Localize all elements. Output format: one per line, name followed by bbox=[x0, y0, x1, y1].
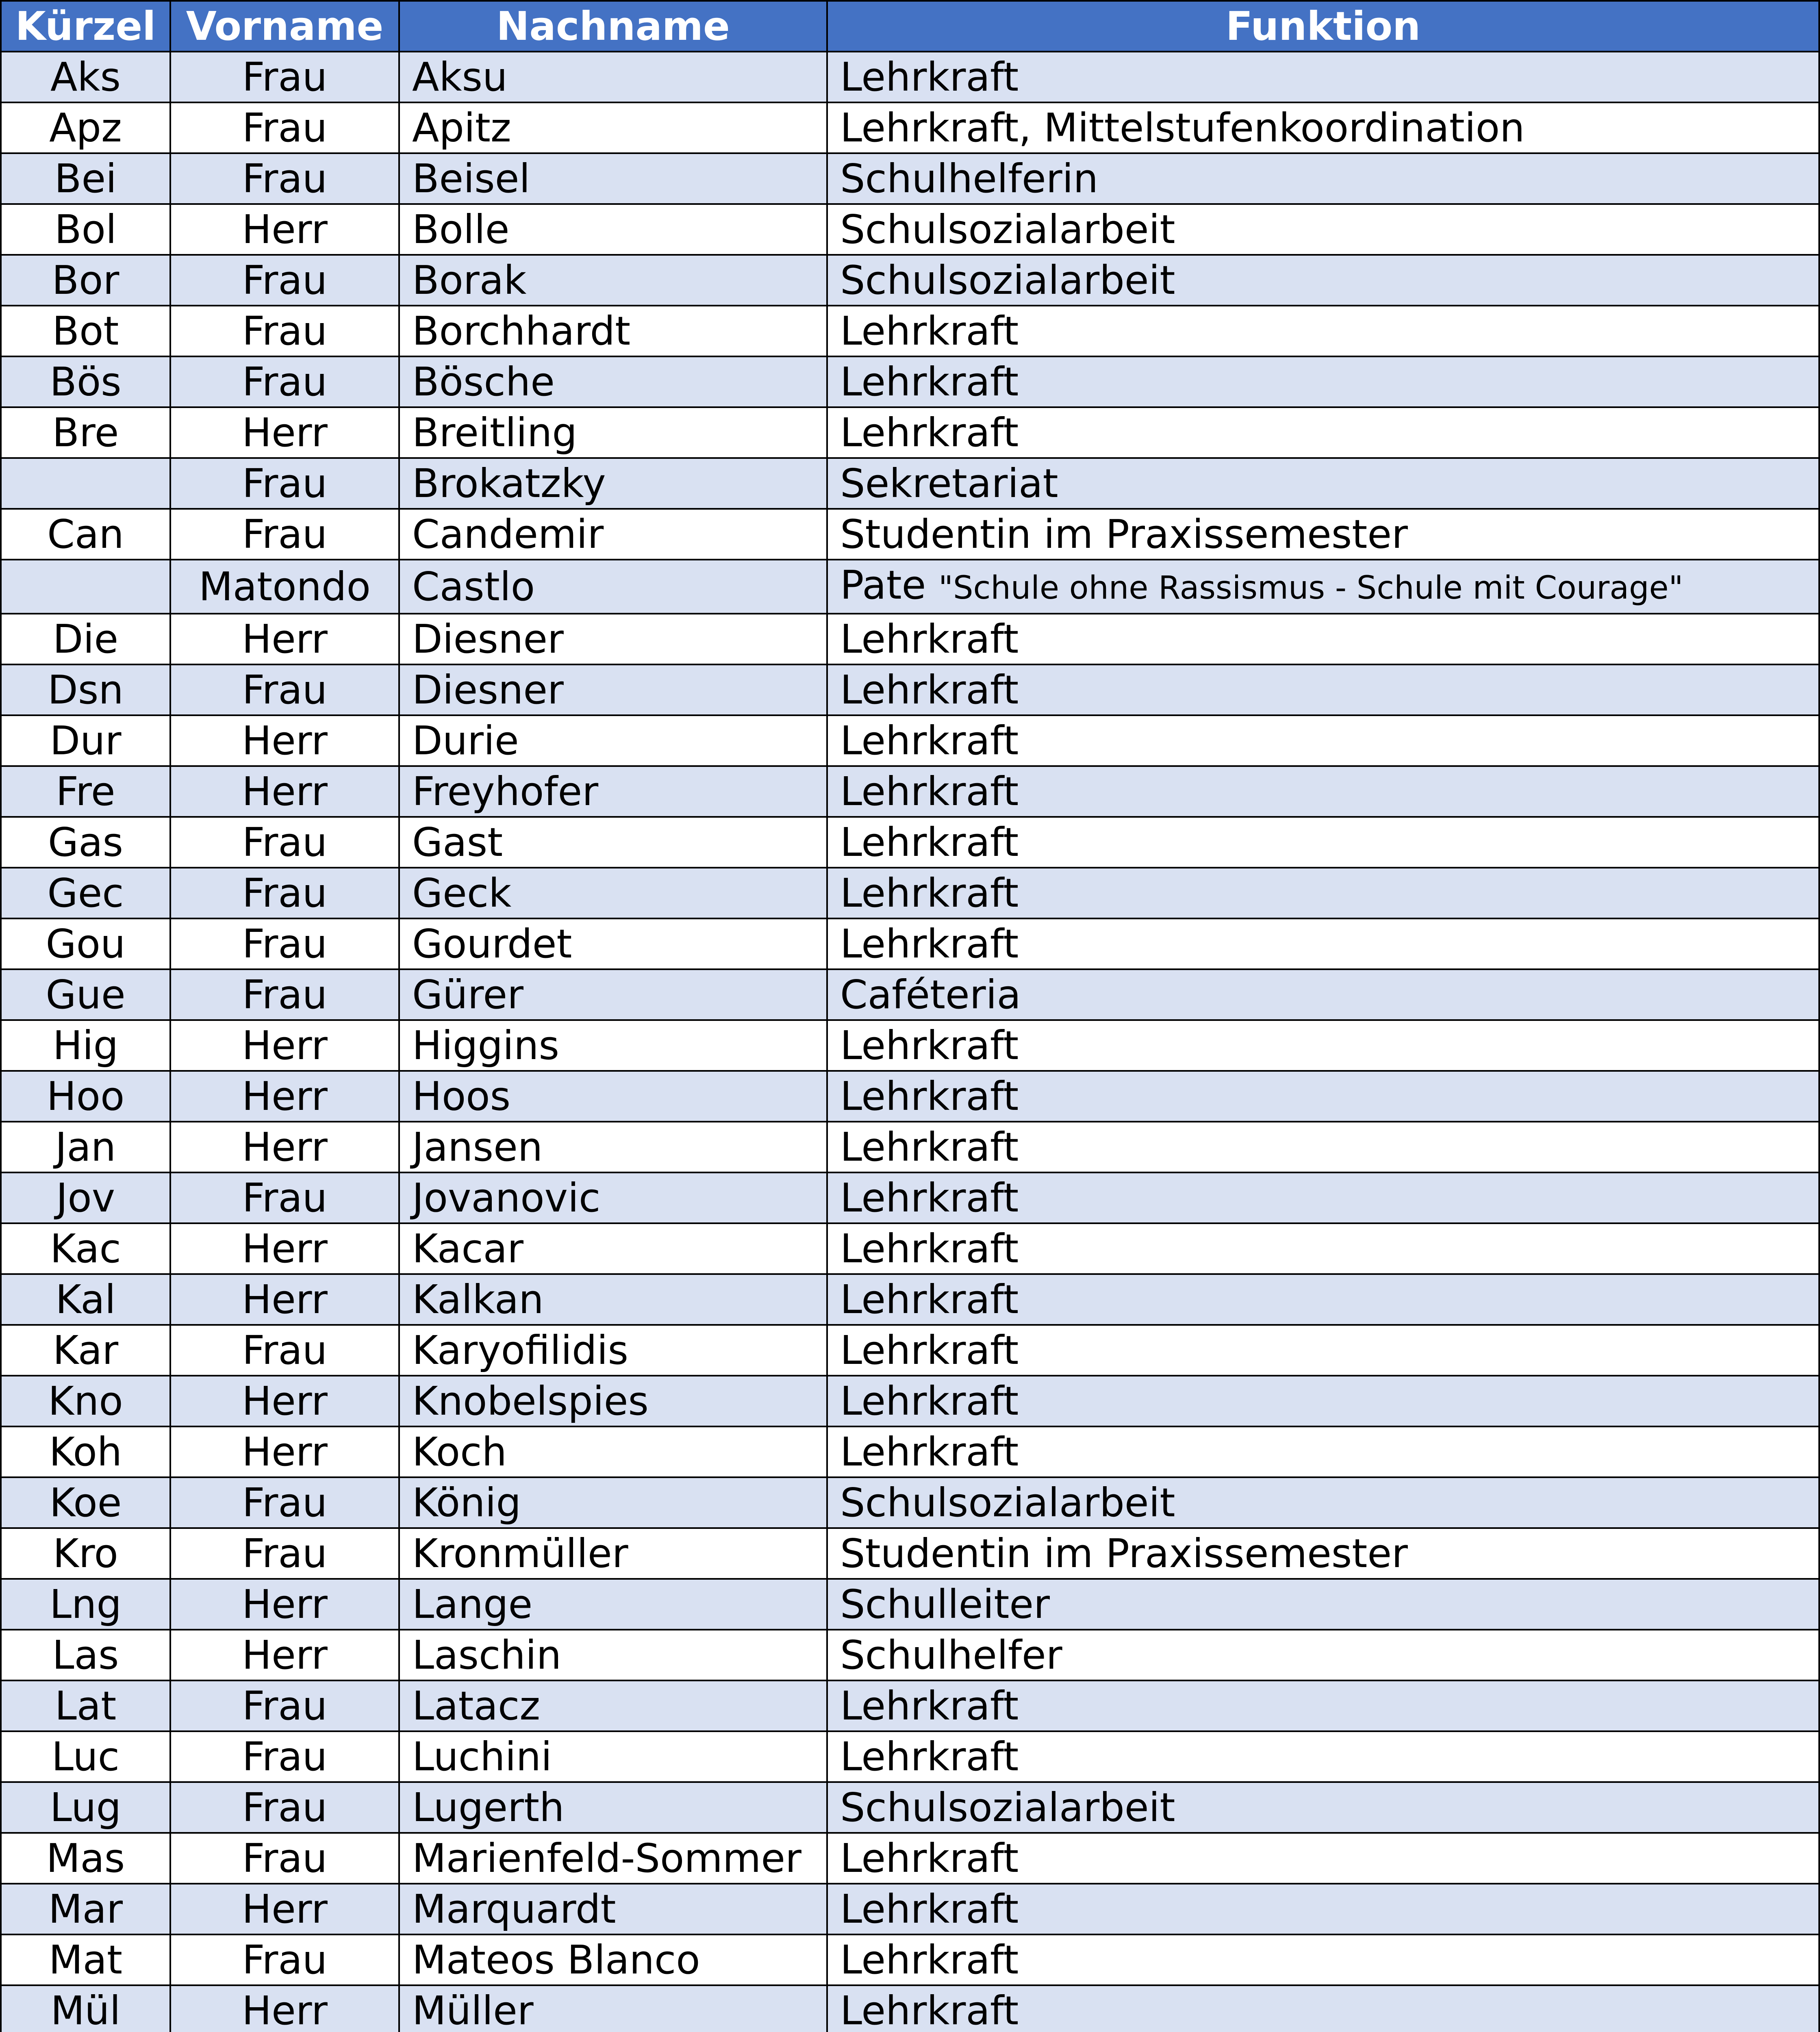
funktion-note: "Schule ohne Rassismus - Schule mit Courage" bbox=[938, 570, 1683, 606]
header-vorname: Vorname bbox=[170, 1, 399, 52]
funktion-cell bbox=[827, 715, 1819, 766]
kuerzel-cell: Dur bbox=[1, 715, 170, 766]
table-row bbox=[1, 766, 1819, 817]
kuerzel-cell: Hoo bbox=[1, 1071, 170, 1122]
vorname-cell: Frau bbox=[170, 1934, 399, 1985]
funktion-text: Lehrkraft bbox=[840, 1937, 1019, 1983]
nachname-cell: Bolle bbox=[399, 204, 827, 255]
table-row bbox=[1, 255, 1819, 306]
vorname-cell: Herr bbox=[170, 407, 399, 458]
table-row bbox=[1, 1426, 1819, 1477]
funktion-cell bbox=[827, 1071, 1819, 1122]
nachname-cell: Diesner bbox=[399, 664, 827, 715]
nachname-cell: Luchini bbox=[399, 1731, 827, 1782]
kuerzel-cell: Hig bbox=[1, 1020, 170, 1071]
funktion-cell bbox=[827, 614, 1819, 664]
funktion-text: Lehrkraft bbox=[840, 1988, 1019, 2032]
nachname-cell: Diesner bbox=[399, 614, 827, 664]
nachname-cell: Kalkan bbox=[399, 1274, 827, 1325]
nachname-cell: Gourdet bbox=[399, 918, 827, 969]
vorname-cell: Herr bbox=[170, 1426, 399, 1477]
table-row bbox=[1, 1782, 1819, 1833]
funktion-cell bbox=[827, 1020, 1819, 1071]
funktion-cell bbox=[827, 918, 1819, 969]
kuerzel-cell: Koe bbox=[1, 1477, 170, 1528]
table-row bbox=[1, 1172, 1819, 1223]
funktion-text: Lehrkraft bbox=[840, 1023, 1019, 1068]
funktion-text: Lehrkraft bbox=[840, 308, 1019, 354]
vorname-cell: Herr bbox=[170, 1376, 399, 1426]
table-row bbox=[1, 1274, 1819, 1325]
table-row bbox=[1, 1376, 1819, 1426]
funktion-text: Schulleiter bbox=[840, 1581, 1050, 1627]
vorname-cell: Frau bbox=[170, 509, 399, 560]
table-row bbox=[1, 969, 1819, 1020]
vorname-cell: Herr bbox=[170, 1071, 399, 1122]
funktion-cell bbox=[827, 868, 1819, 918]
kuerzel-cell: Gas bbox=[1, 817, 170, 868]
vorname-cell: Frau bbox=[170, 969, 399, 1020]
nachname-cell: Castlo bbox=[399, 560, 827, 614]
kuerzel-cell: Bol bbox=[1, 204, 170, 255]
nachname-cell: Hoos bbox=[399, 1071, 827, 1122]
nachname-cell: Candemir bbox=[399, 509, 827, 560]
kuerzel-cell: Mas bbox=[1, 1833, 170, 1884]
nachname-cell: Geck bbox=[399, 868, 827, 918]
vorname-cell: Frau bbox=[170, 868, 399, 918]
funktion-text: Lehrkraft bbox=[840, 1835, 1019, 1881]
kuerzel-cell: Mat bbox=[1, 1934, 170, 1985]
funktion-cell bbox=[827, 306, 1819, 356]
vorname-cell: Herr bbox=[170, 1579, 399, 1630]
kuerzel-cell: Luc bbox=[1, 1731, 170, 1782]
vorname-cell: Frau bbox=[170, 52, 399, 102]
funktion-cell bbox=[827, 102, 1819, 153]
kuerzel-cell: Jan bbox=[1, 1122, 170, 1172]
vorname-cell: Frau bbox=[170, 1528, 399, 1579]
nachname-cell: Gürer bbox=[399, 969, 827, 1020]
kuerzel-cell: Bot bbox=[1, 306, 170, 356]
funktion-cell bbox=[827, 458, 1819, 509]
vorname-cell: Frau bbox=[170, 1680, 399, 1731]
nachname-cell: Marienfeld-Sommer bbox=[399, 1833, 827, 1884]
funktion-text: Lehrkraft bbox=[840, 1886, 1019, 1932]
nachname-cell: Lugerth bbox=[399, 1782, 827, 1833]
kuerzel-cell: Lug bbox=[1, 1782, 170, 1833]
funktion-cell bbox=[827, 1934, 1819, 1985]
funktion-cell bbox=[827, 1985, 1819, 2032]
vorname-cell: Herr bbox=[170, 1223, 399, 1274]
funktion-cell bbox=[827, 1680, 1819, 1731]
kuerzel-cell: Dsn bbox=[1, 664, 170, 715]
funktion-text: Lehrkraft, Mittelstufenkoordination bbox=[840, 105, 1525, 151]
funktion-cell bbox=[827, 1274, 1819, 1325]
nachname-cell: Jovanovic bbox=[399, 1172, 827, 1223]
vorname-cell: Frau bbox=[170, 1477, 399, 1528]
funktion-cell bbox=[827, 153, 1819, 204]
vorname-cell: Herr bbox=[170, 1020, 399, 1071]
funktion-cell bbox=[827, 1884, 1819, 1934]
nachname-cell: Marquardt bbox=[399, 1884, 827, 1934]
kuerzel-cell: Las bbox=[1, 1630, 170, 1680]
nachname-cell: Aksu bbox=[399, 52, 827, 102]
kuerzel-cell: Mar bbox=[1, 1884, 170, 1934]
table-row bbox=[1, 1122, 1819, 1172]
header-row bbox=[1, 1, 1819, 52]
funktion-cell bbox=[827, 1630, 1819, 1680]
funktion-cell bbox=[827, 1833, 1819, 1884]
kuerzel-cell: Kno bbox=[1, 1376, 170, 1426]
table-row bbox=[1, 560, 1819, 614]
kuerzel-cell: Aks bbox=[1, 52, 170, 102]
vorname-cell: Herr bbox=[170, 766, 399, 817]
vorname-cell: Frau bbox=[170, 255, 399, 306]
nachname-cell: Borchhardt bbox=[399, 306, 827, 356]
nachname-cell: Lange bbox=[399, 1579, 827, 1630]
funktion-cell bbox=[827, 204, 1819, 255]
kuerzel-cell bbox=[1, 560, 170, 614]
nachname-cell: Kronmüller bbox=[399, 1528, 827, 1579]
kuerzel-cell: Kar bbox=[1, 1325, 170, 1376]
table-row bbox=[1, 1934, 1819, 1985]
funktion-text: Lehrkraft bbox=[840, 1277, 1019, 1322]
vorname-cell: Frau bbox=[170, 918, 399, 969]
funktion-text: Lehrkraft bbox=[840, 1429, 1019, 1475]
kuerzel-cell: Bor bbox=[1, 255, 170, 306]
nachname-cell: König bbox=[399, 1477, 827, 1528]
vorname-cell: Herr bbox=[170, 1884, 399, 1934]
funktion-cell bbox=[827, 255, 1819, 306]
table-row bbox=[1, 204, 1819, 255]
nachname-cell: Beisel bbox=[399, 153, 827, 204]
vorname-cell: Frau bbox=[170, 664, 399, 715]
kuerzel-cell: Bre bbox=[1, 407, 170, 458]
funktion-cell bbox=[827, 1223, 1819, 1274]
funktion-text: Studentin im Praxissemester bbox=[840, 511, 1408, 557]
table-row bbox=[1, 1325, 1819, 1376]
table-row bbox=[1, 1833, 1819, 1884]
table-row bbox=[1, 306, 1819, 356]
funktion-cell bbox=[827, 969, 1819, 1020]
table-row bbox=[1, 1731, 1819, 1782]
funktion-text: Lehrkraft bbox=[840, 667, 1019, 713]
table-row bbox=[1, 918, 1819, 969]
funktion-text: Lehrkraft bbox=[840, 819, 1019, 865]
funktion-text: Schulsozialarbeit bbox=[840, 257, 1175, 303]
table-row bbox=[1, 715, 1819, 766]
table-row bbox=[1, 1630, 1819, 1680]
funktion-text: Studentin im Praxissemester bbox=[840, 1531, 1408, 1576]
header-kuerzel: Kürzel bbox=[1, 1, 170, 52]
funktion-text: Lehrkraft bbox=[840, 616, 1019, 662]
funktion-cell bbox=[827, 1782, 1819, 1833]
nachname-cell: Freyhofer bbox=[399, 766, 827, 817]
funktion-text: Lehrkraft bbox=[840, 718, 1019, 764]
kuerzel-cell: Fre bbox=[1, 766, 170, 817]
funktion-cell bbox=[827, 1477, 1819, 1528]
kuerzel-cell: Kro bbox=[1, 1528, 170, 1579]
vorname-cell: Matondo bbox=[170, 560, 399, 614]
nachname-cell: Bösche bbox=[399, 356, 827, 407]
funktion-text: Lehrkraft bbox=[840, 769, 1019, 814]
header-funktion: Funktion bbox=[827, 1, 1819, 52]
funktion-cell bbox=[827, 766, 1819, 817]
funktion-cell bbox=[827, 1579, 1819, 1630]
vorname-cell: Frau bbox=[170, 1833, 399, 1884]
nachname-cell: Breitling bbox=[399, 407, 827, 458]
vorname-cell: Herr bbox=[170, 614, 399, 664]
nachname-cell: Durie bbox=[399, 715, 827, 766]
funktion-text: Lehrkraft bbox=[840, 1124, 1019, 1170]
funktion-text: Caféteria bbox=[840, 972, 1021, 1018]
funktion-cell bbox=[827, 356, 1819, 407]
nachname-cell: Gast bbox=[399, 817, 827, 868]
funktion-text: Schulsozialarbeit bbox=[840, 1785, 1175, 1830]
vorname-cell: Herr bbox=[170, 715, 399, 766]
funktion-text: Lehrkraft bbox=[840, 1327, 1019, 1373]
table-row bbox=[1, 52, 1819, 102]
funktion-text: Lehrkraft bbox=[840, 921, 1019, 967]
vorname-cell: Herr bbox=[170, 1274, 399, 1325]
table-row bbox=[1, 1071, 1819, 1122]
vorname-cell: Herr bbox=[170, 1630, 399, 1680]
kuerzel-cell: Mül bbox=[1, 1985, 170, 2032]
table-row bbox=[1, 1223, 1819, 1274]
kuerzel-cell: Bei bbox=[1, 153, 170, 204]
funktion-cell bbox=[827, 1122, 1819, 1172]
kuerzel-cell: Die bbox=[1, 614, 170, 664]
funktion-text: Schulsozialarbeit bbox=[840, 1480, 1175, 1526]
table-row bbox=[1, 1579, 1819, 1630]
nachname-cell: Latacz bbox=[399, 1680, 827, 1731]
nachname-cell: Mateos Blanco bbox=[399, 1934, 827, 1985]
table-row bbox=[1, 1477, 1819, 1528]
table-row bbox=[1, 102, 1819, 153]
funktion-text: Pate bbox=[840, 562, 926, 608]
nachname-cell: Koch bbox=[399, 1426, 827, 1477]
table-row bbox=[1, 1020, 1819, 1071]
nachname-cell: Apitz bbox=[399, 102, 827, 153]
table-row bbox=[1, 509, 1819, 560]
funktion-text: Lehrkraft bbox=[840, 1378, 1019, 1424]
table-row bbox=[1, 1985, 1819, 2032]
table-row bbox=[1, 817, 1819, 868]
table-row bbox=[1, 153, 1819, 204]
funktion-cell bbox=[827, 1376, 1819, 1426]
kuerzel-cell: Kal bbox=[1, 1274, 170, 1325]
kuerzel-cell: Lng bbox=[1, 1579, 170, 1630]
vorname-cell: Frau bbox=[170, 1731, 399, 1782]
funktion-cell bbox=[827, 1325, 1819, 1376]
kuerzel-cell: Lat bbox=[1, 1680, 170, 1731]
nachname-cell: Jansen bbox=[399, 1122, 827, 1172]
kuerzel-cell: Apz bbox=[1, 102, 170, 153]
kuerzel-cell: Jov bbox=[1, 1172, 170, 1223]
nachname-cell: Laschin bbox=[399, 1630, 827, 1680]
nachname-cell: Borak bbox=[399, 255, 827, 306]
vorname-cell: Frau bbox=[170, 1325, 399, 1376]
funktion-cell bbox=[827, 52, 1819, 102]
table-row bbox=[1, 1884, 1819, 1934]
funktion-text: Schulhelferin bbox=[840, 156, 1099, 202]
funktion-cell bbox=[827, 664, 1819, 715]
funktion-text: Lehrkraft bbox=[840, 1734, 1019, 1780]
nachname-cell: Karyofilidis bbox=[399, 1325, 827, 1376]
table-row bbox=[1, 356, 1819, 407]
funktion-cell bbox=[827, 509, 1819, 560]
vorname-cell: Herr bbox=[170, 204, 399, 255]
funktion-cell bbox=[827, 1731, 1819, 1782]
nachname-cell: Kacar bbox=[399, 1223, 827, 1274]
funktion-cell bbox=[827, 1528, 1819, 1579]
funktion-cell bbox=[827, 817, 1819, 868]
funktion-text: Lehrkraft bbox=[840, 1226, 1019, 1272]
funktion-cell bbox=[827, 1426, 1819, 1477]
funktion-text: Lehrkraft bbox=[840, 1683, 1019, 1729]
vorname-cell: Herr bbox=[170, 1985, 399, 2032]
funktion-text: Lehrkraft bbox=[840, 1175, 1019, 1221]
kuerzel-cell: Gec bbox=[1, 868, 170, 918]
table-row bbox=[1, 407, 1819, 458]
vorname-cell: Frau bbox=[170, 458, 399, 509]
table-row bbox=[1, 868, 1819, 918]
vorname-cell: Frau bbox=[170, 306, 399, 356]
vorname-cell: Frau bbox=[170, 102, 399, 153]
vorname-cell: Herr bbox=[170, 1122, 399, 1172]
table-row bbox=[1, 458, 1819, 509]
funktion-cell bbox=[827, 560, 1819, 614]
header-nachname: Nachname bbox=[399, 1, 827, 52]
vorname-cell: Frau bbox=[170, 1782, 399, 1833]
vorname-cell: Frau bbox=[170, 153, 399, 204]
kuerzel-cell: Koh bbox=[1, 1426, 170, 1477]
nachname-cell: Higgins bbox=[399, 1020, 827, 1071]
funktion-text: Schulhelfer bbox=[840, 1632, 1062, 1678]
nachname-cell: Müller bbox=[399, 1985, 827, 2032]
kuerzel-cell: Can bbox=[1, 509, 170, 560]
funktion-text: Schulsozialarbeit bbox=[840, 206, 1175, 252]
kuerzel-cell: Gou bbox=[1, 918, 170, 969]
funktion-cell bbox=[827, 1172, 1819, 1223]
table-body bbox=[1, 52, 1819, 2032]
table-row bbox=[1, 664, 1819, 715]
nachname-cell: Knobelspies bbox=[399, 1376, 827, 1426]
funktion-text: Lehrkraft bbox=[840, 870, 1019, 916]
kuerzel-cell: Kac bbox=[1, 1223, 170, 1274]
table-row bbox=[1, 1680, 1819, 1731]
funktion-text: Lehrkraft bbox=[840, 410, 1019, 456]
vorname-cell: Frau bbox=[170, 1172, 399, 1223]
vorname-cell: Frau bbox=[170, 817, 399, 868]
table-row bbox=[1, 1528, 1819, 1579]
kuerzel-cell: Gue bbox=[1, 969, 170, 1020]
table-row bbox=[1, 614, 1819, 664]
vorname-cell: Frau bbox=[170, 356, 399, 407]
funktion-text: Sekretariat bbox=[840, 460, 1058, 506]
nachname-cell: Brokatzky bbox=[399, 458, 827, 509]
kuerzel-cell bbox=[1, 458, 170, 509]
funktion-text: Lehrkraft bbox=[840, 359, 1019, 405]
funktion-cell bbox=[827, 407, 1819, 458]
funktion-text: Lehrkraft bbox=[840, 54, 1019, 100]
kuerzel-cell: Bös bbox=[1, 356, 170, 407]
funktion-text: Lehrkraft bbox=[840, 1073, 1019, 1119]
